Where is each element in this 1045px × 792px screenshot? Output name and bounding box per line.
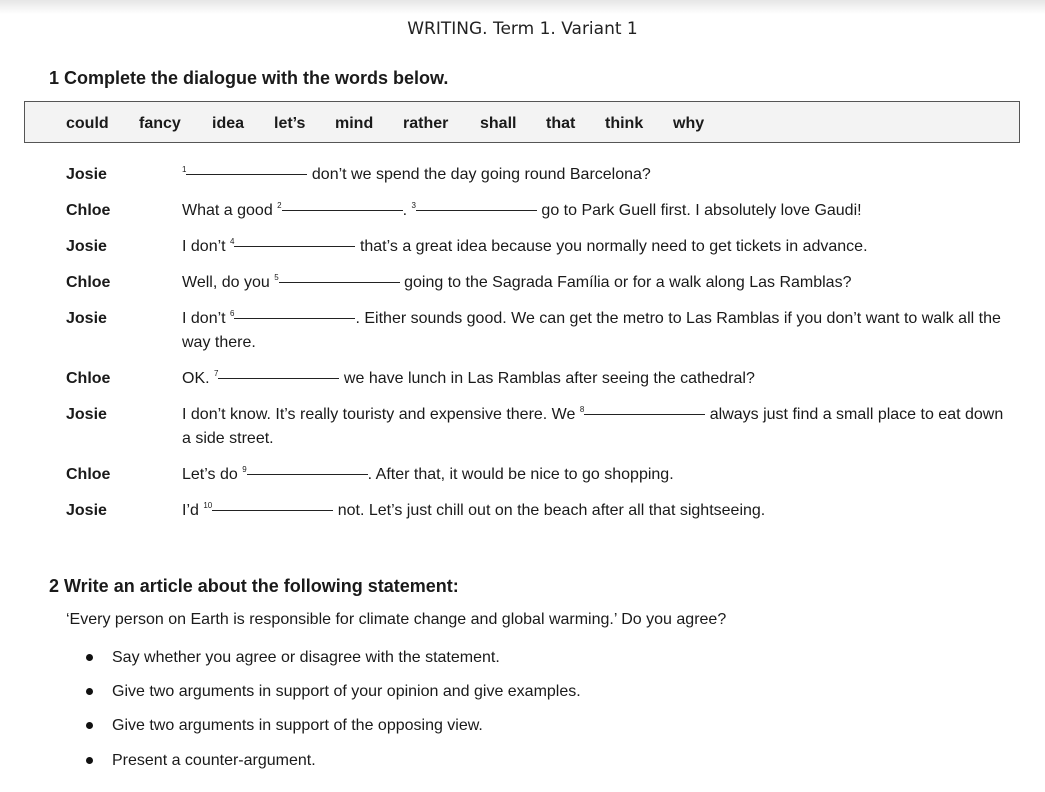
answer-blank[interactable]	[186, 173, 307, 175]
task2-heading: 2 Write an article about the following statement:	[49, 576, 459, 596]
gap-number: 2	[277, 201, 282, 210]
dialogue-text: don’t we spend the day going round Barcelona?	[311, 166, 651, 183]
bullet-icon	[86, 688, 93, 695]
gap-number: 10	[203, 501, 213, 510]
dialogue-line	[182, 367, 1012, 391]
dialogue-line	[182, 307, 1012, 355]
word-bank-item: fancy	[139, 115, 181, 132]
bullet-icon	[86, 722, 93, 729]
word-bank-item: that	[546, 115, 576, 132]
dialogue-line	[182, 163, 1012, 187]
gap-number: 4	[230, 237, 235, 246]
speaker-name: Chloe	[66, 466, 111, 483]
answer-blank[interactable]	[234, 317, 355, 319]
bullet-text: Give two arguments in support of your opinion and give examples.	[112, 683, 581, 700]
task2-statement: ‘Every person on Earth is responsible for climate change and global warming.’ Do you agree?	[66, 611, 727, 628]
gap-number: 1	[182, 165, 187, 174]
speaker-name: Josie	[66, 238, 107, 255]
dialogue-text: I don’t	[182, 310, 231, 327]
dialogue-text: always just find a small place to eat down a side street.	[182, 406, 1004, 447]
bullet-icon	[86, 757, 93, 764]
dialogue-line	[182, 463, 1012, 487]
bullet-text: Present a counter-argument.	[112, 752, 316, 769]
task1-heading: 1 Complete the dialogue with the words below.	[49, 68, 449, 88]
answer-blank[interactable]	[212, 509, 333, 511]
dialogue-text: .	[402, 202, 412, 219]
answer-blank[interactable]	[218, 377, 339, 379]
dialogue-text: I’d	[182, 502, 204, 519]
dialogue-text: I don’t know. It’s really touristy and expensive there. We	[182, 406, 580, 423]
dialogue-text: . Either sounds good. We can get the metro to Las Ramblas if you don’t want to walk all the way there.	[182, 310, 1001, 351]
word-bank-item: think	[605, 115, 644, 132]
bullet-text: Give two arguments in support of the opposing view.	[112, 717, 483, 734]
page-top-shadow	[0, 0, 1045, 14]
dialogue-text: I don’t	[182, 238, 231, 255]
dialogue-text: OK.	[182, 370, 215, 387]
speaker-name: Chloe	[66, 274, 111, 291]
word-bank-item: shall	[480, 115, 517, 132]
speaker-name: Josie	[66, 406, 107, 423]
dialogue-text: going to the Sagrada Família or for a walk along Las Ramblas?	[404, 274, 852, 291]
dialogue-text: go to Park Guell first. I absolutely love Gaudi!	[541, 202, 862, 219]
answer-blank[interactable]	[279, 281, 400, 283]
dialogue-text: Let’s do	[182, 466, 243, 483]
answer-blank[interactable]	[584, 413, 705, 415]
dialogue-line	[182, 499, 1012, 523]
speaker-name: Josie	[66, 310, 107, 327]
word-bank-item: mind	[335, 115, 374, 132]
gap-number: 9	[242, 465, 247, 474]
gap-number: 7	[214, 369, 219, 378]
dialogue-text: we have lunch in Las Ramblas after seeing the cathedral?	[343, 370, 755, 387]
dialogue-line	[182, 235, 1012, 259]
word-bank-item: why	[673, 115, 705, 132]
dialogue-line	[182, 403, 1012, 451]
dialogue-text: that’s a great idea because you normally need to get tickets in advance.	[359, 238, 868, 255]
word-bank-item: rather	[403, 115, 449, 132]
answer-blank[interactable]	[416, 209, 537, 211]
word-bank	[24, 101, 1020, 143]
dialogue-line	[182, 271, 1012, 295]
answer-blank[interactable]	[234, 245, 355, 247]
answer-blank[interactable]	[282, 209, 403, 211]
speaker-name: Josie	[66, 502, 107, 519]
word-bank-item: idea	[212, 115, 245, 132]
answer-blank[interactable]	[247, 473, 368, 475]
word-bank-item: could	[66, 115, 109, 132]
gap-number: 8	[579, 405, 585, 414]
word-bank-item: let’s	[274, 115, 306, 132]
dialogue-text: . After that, it would be nice to go shopping.	[367, 466, 674, 483]
dialogue-text: What a good	[182, 202, 278, 219]
dialogue-text: Well, do you	[182, 274, 275, 291]
bullet-text: Say whether you agree or disagree with the statement.	[112, 649, 500, 666]
page-title: WRITING. Term 1. Variant 1	[407, 19, 638, 39]
gap-number: 6	[230, 309, 235, 318]
dialogue-text: not. Let’s just chill out on the beach after all that sightseeing.	[337, 502, 766, 519]
gap-number: 5	[274, 273, 279, 282]
bullet-icon	[86, 654, 93, 661]
gap-number: 3	[411, 201, 416, 210]
speaker-name: Josie	[66, 166, 107, 183]
speaker-name: Chloe	[66, 202, 111, 219]
dialogue-line	[182, 199, 1012, 223]
speaker-name: Chloe	[66, 370, 111, 387]
